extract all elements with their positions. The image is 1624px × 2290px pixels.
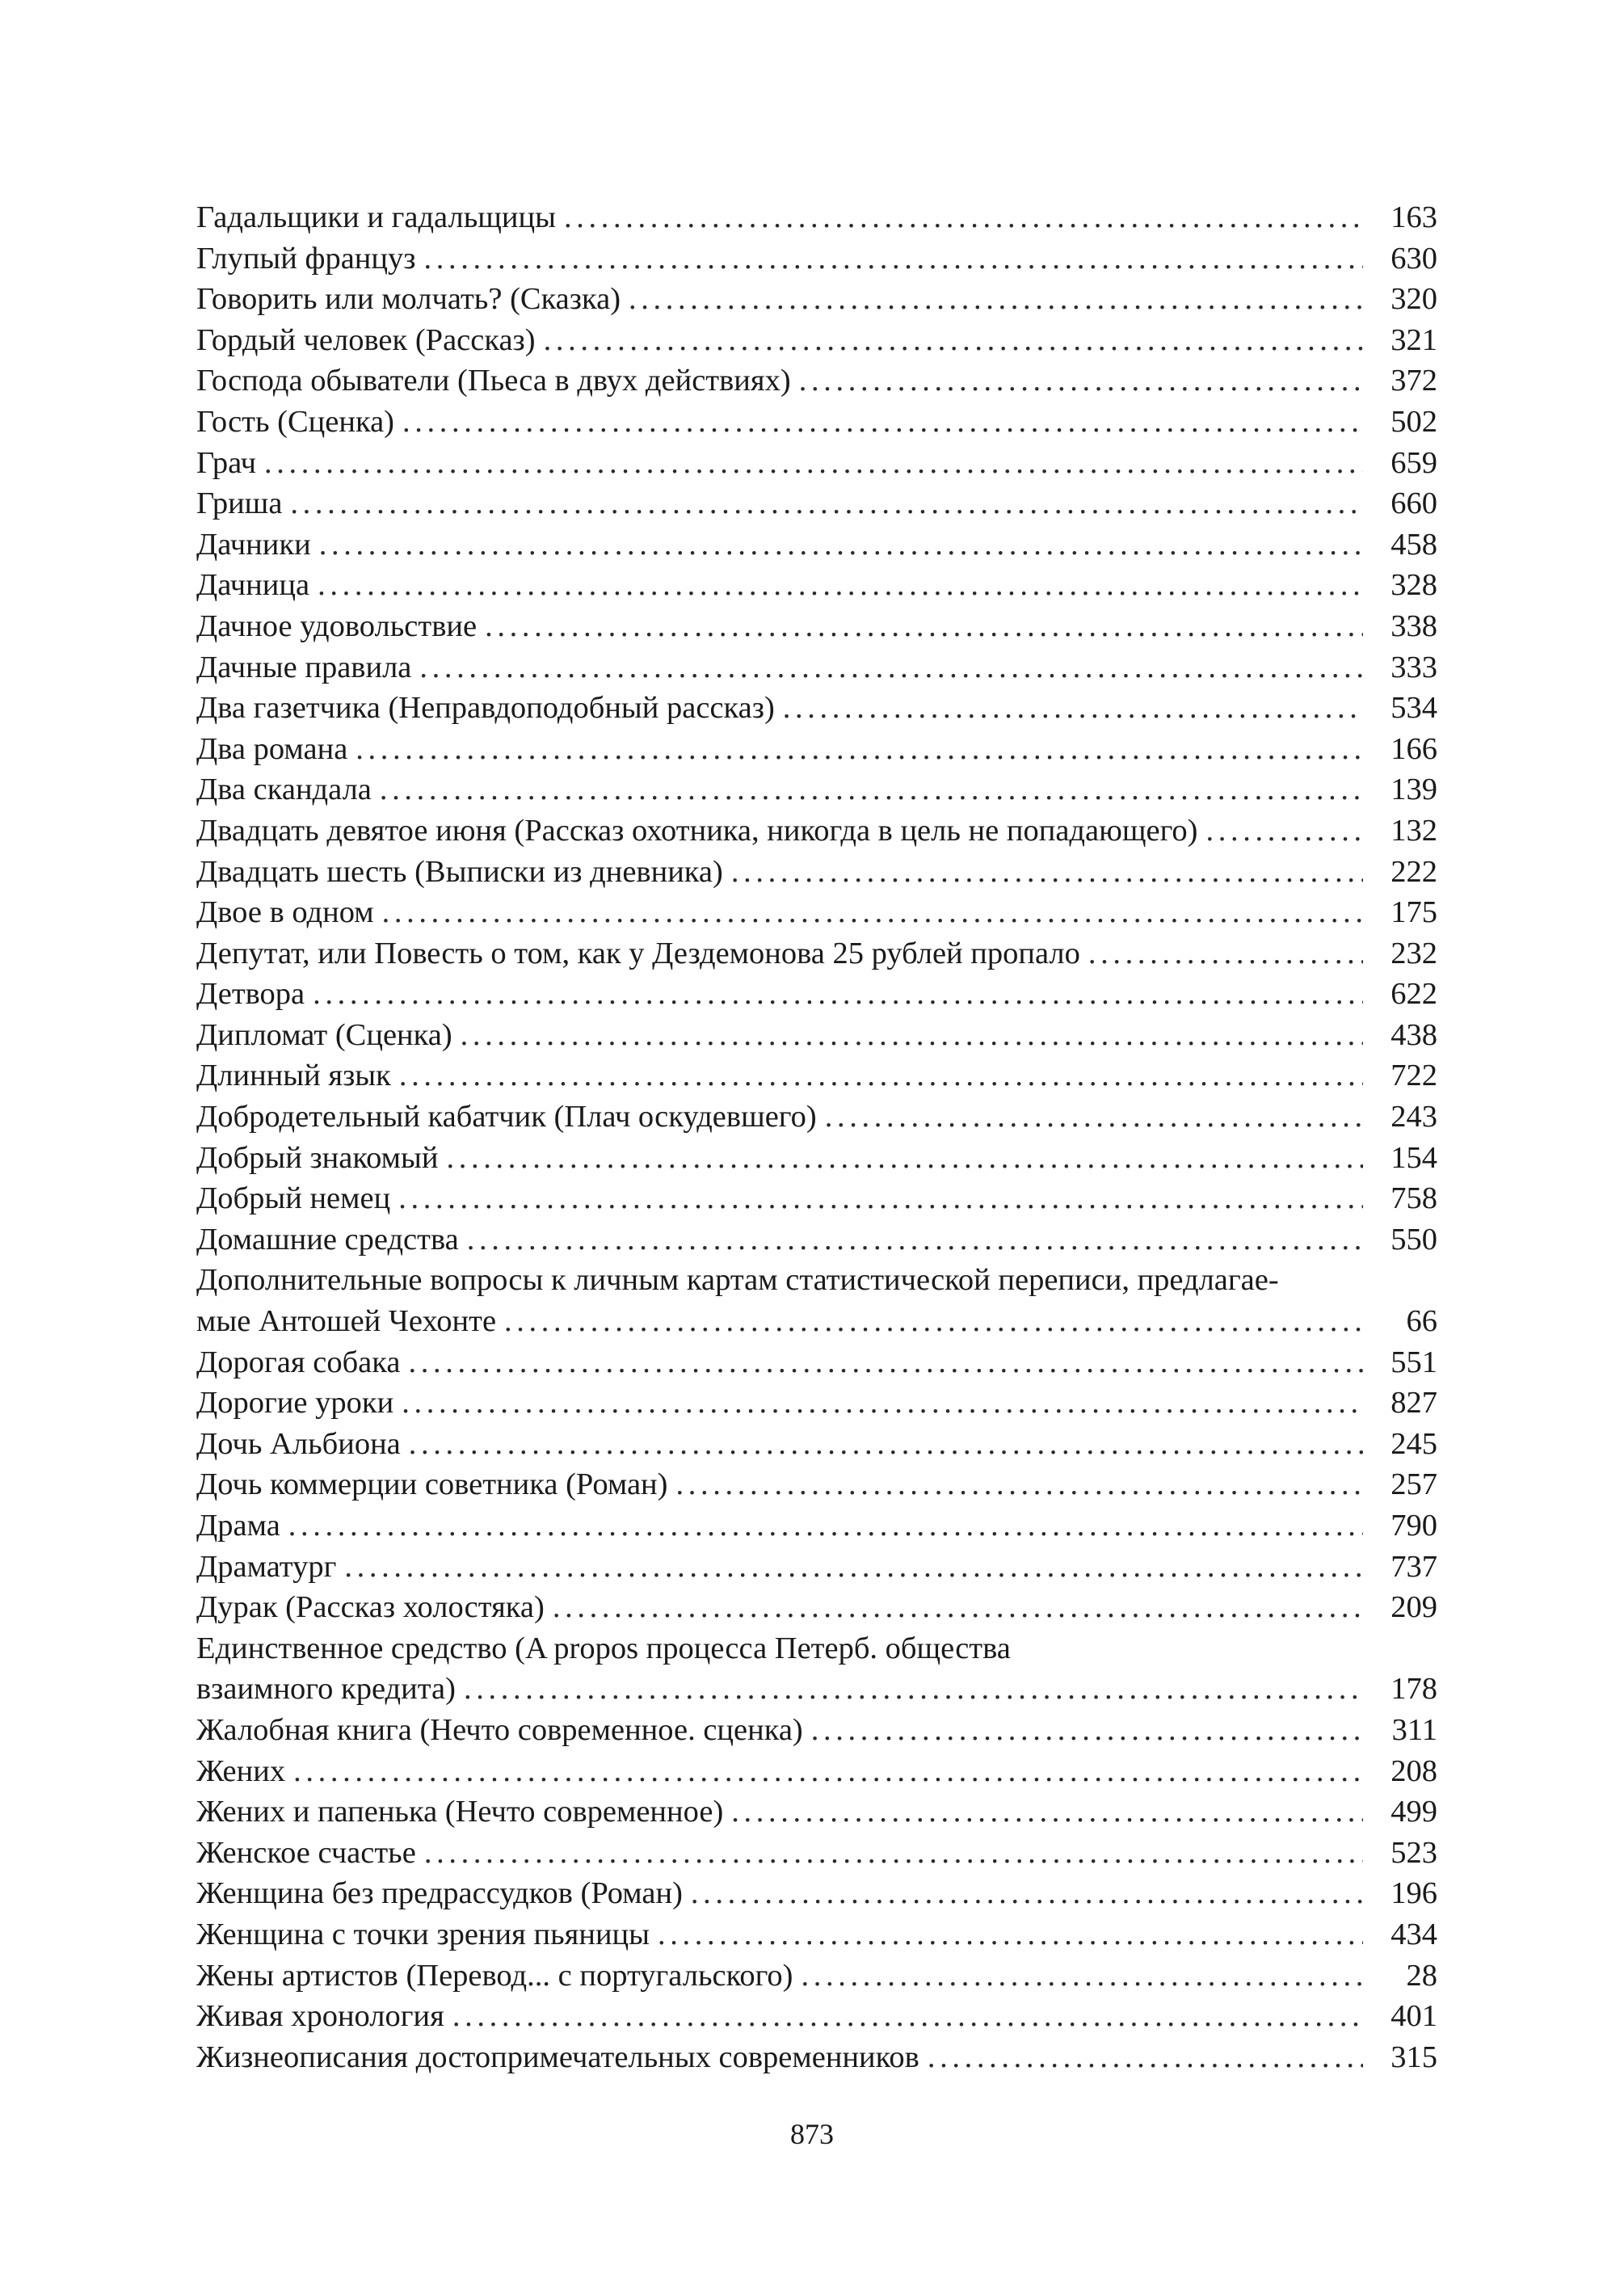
toc-entry: [196, 402, 1437, 443]
toc-entry-title: Дачница: [196, 568, 310, 603]
dot-leader: [344, 1547, 1363, 1588]
toc-entry: [196, 769, 1437, 810]
toc-entry: [196, 1955, 1437, 1997]
toc-entry-line: [196, 1424, 1437, 1465]
toc-entry: [196, 1505, 1437, 1547]
toc-entry-title: Добродетельный кабатчик (Плач оскудевшего): [196, 1100, 817, 1134]
toc-entry: [196, 1015, 1437, 1056]
dot-leader: [801, 1955, 1364, 1997]
toc-entry-title: Дачные правила: [196, 650, 412, 684]
toc-entry: [196, 1383, 1437, 1424]
toc-entry-line: [196, 933, 1437, 975]
toc-entry-line: [196, 1873, 1437, 1914]
toc-entry: [196, 320, 1437, 361]
toc-entry-page: 315: [1390, 2040, 1437, 2074]
toc-entry-line: [196, 852, 1437, 893]
toc-entry: [196, 1547, 1437, 1588]
dot-leader: [811, 1710, 1363, 1751]
dot-leader: [399, 1055, 1363, 1097]
toc-entry-line: [196, 524, 1437, 566]
dot-leader: [288, 1505, 1363, 1547]
toc-entry-title: Двое в одном: [196, 895, 374, 930]
toc-entry: [196, 1873, 1437, 1914]
toc-entry-title: Дачное удовольствие: [196, 608, 478, 643]
toc-entry-line: [196, 565, 1437, 606]
toc-entry: [196, 852, 1437, 893]
dot-leader: [380, 769, 1363, 810]
toc-entry-page: 321: [1390, 322, 1437, 357]
dot-leader: [658, 1914, 1363, 1955]
toc-entry: [196, 1055, 1437, 1097]
dot-leader: [564, 197, 1363, 238]
toc-entry-page: 401: [1390, 1999, 1437, 2034]
toc-entry-page: 551: [1390, 1345, 1437, 1379]
toc-entry-page: 175: [1390, 895, 1437, 930]
toc-entry-title: Жених и папенька (Нечто современное): [196, 1795, 724, 1829]
toc-entry: [196, 443, 1437, 484]
toc-entry-line: [196, 1464, 1437, 1505]
toc-entry-title: Гадальщики и гадальщицы: [196, 200, 556, 234]
dot-leader: [408, 1342, 1363, 1383]
toc-entry-title: Драма: [196, 1509, 280, 1543]
toc-entry-line: [196, 2037, 1437, 2078]
toc-entry-page: 328: [1390, 568, 1437, 603]
toc-entry-line: [196, 1669, 1437, 1710]
toc-entry: [196, 1464, 1437, 1505]
dot-leader: [452, 1996, 1363, 2037]
toc-entry: [196, 197, 1437, 238]
toc-entry-title: Дорогие уроки: [196, 1386, 394, 1421]
toc-entry-page: 208: [1390, 1753, 1437, 1788]
toc-entry-page: 338: [1390, 608, 1437, 643]
toc-entry-page: 28: [1406, 1958, 1437, 1993]
toc-entry-title: Говорить или молчать? (Сказка): [196, 282, 621, 317]
dot-leader: [629, 279, 1363, 320]
dot-leader: [1205, 810, 1363, 852]
toc-entry: [196, 1138, 1437, 1179]
toc-entry-title: Депутат, или Повесть о том, как у Дездемонова 25 рублей пропало: [196, 936, 1080, 970]
toc-entry-title: Женщина без предрассудков (Роман): [196, 1876, 683, 1911]
toc-entry-line: [196, 1914, 1437, 1955]
dot-leader: [485, 606, 1363, 647]
toc-entry: [196, 1628, 1437, 1710]
toc-entry: [196, 1260, 1437, 1341]
toc-entry-page: 257: [1390, 1467, 1437, 1502]
toc-entry-title-line: Единственное средство (A propos процесса Петерб. общества: [196, 1631, 1011, 1665]
toc-entry-line: [196, 892, 1437, 933]
toc-entry: [196, 2037, 1437, 2078]
dot-leader: [423, 238, 1363, 280]
dot-leader: [313, 974, 1363, 1015]
dot-leader: [409, 1424, 1363, 1465]
toc-entry-title: Дурак (Рассказ холостяка): [196, 1590, 545, 1625]
toc-entry-title: Глупый француз: [196, 241, 416, 276]
toc-entry-page: 132: [1390, 813, 1437, 848]
toc-entry-line: [196, 1547, 1437, 1588]
dot-leader: [1088, 933, 1363, 975]
dot-leader: [799, 360, 1363, 402]
toc-entry-line: [196, 1301, 1437, 1342]
dot-leader: [402, 402, 1363, 443]
toc-entry-title: Два скандала: [196, 772, 372, 807]
toc-entry-page: 320: [1390, 282, 1437, 317]
toc-entry: [196, 565, 1437, 606]
dot-leader: [731, 852, 1363, 893]
toc-entry-title: Живая хронология: [196, 1999, 444, 2034]
toc-entry: [196, 1178, 1437, 1219]
toc-entry-line: [196, 443, 1437, 484]
toc-entry-page: 178: [1390, 1672, 1437, 1707]
toc-entry-page: 758: [1390, 1181, 1437, 1216]
toc-entry-line: [196, 810, 1437, 852]
toc-entry-page: 245: [1390, 1426, 1437, 1461]
toc-entry-line: [196, 974, 1437, 1015]
toc-entry-title: Жены артистов (Перевод... с португальского): [196, 1958, 793, 1993]
dot-leader: [402, 1383, 1363, 1424]
toc-entry: [196, 1751, 1437, 1792]
toc-entry-line: [196, 1178, 1437, 1219]
toc-entry-page: 196: [1390, 1876, 1437, 1911]
toc-entry-line: [196, 1587, 1437, 1628]
dot-leader: [825, 1097, 1363, 1138]
toc-entry-page: 163: [1390, 200, 1437, 234]
toc-entry-title: Два газетчика (Неправдоподобный рассказ): [196, 691, 775, 726]
page-number: 873: [790, 2118, 834, 2150]
toc-entry-page: 154: [1390, 1140, 1437, 1175]
dot-leader: [461, 1015, 1363, 1056]
toc-entry-title: Добрый немец: [196, 1181, 391, 1216]
toc-entry-title: Дочь коммерции советника (Роман): [196, 1467, 668, 1502]
dot-leader: [382, 892, 1363, 933]
toc-entry-title: Жених: [196, 1753, 286, 1788]
dot-leader: [553, 1587, 1363, 1628]
toc-entry-line: [196, 1138, 1437, 1179]
toc-entry-page: 333: [1390, 650, 1437, 684]
toc-entry-line: [196, 1015, 1437, 1056]
dot-leader: [318, 565, 1363, 606]
toc-entry: [196, 974, 1437, 1015]
toc-entry-title: Жалобная книга (Нечто современное. сценка): [196, 1712, 803, 1747]
dot-leader: [464, 1669, 1363, 1710]
toc-entry-page: 790: [1390, 1509, 1437, 1543]
dot-leader: [424, 1833, 1363, 1874]
toc-entry-page: 502: [1390, 404, 1437, 439]
toc-entry-line: [196, 729, 1437, 770]
dot-leader: [290, 483, 1363, 524]
toc-entry-title: Два романа: [196, 731, 348, 766]
dot-leader: [293, 1751, 1363, 1792]
toc-entry: [196, 1996, 1437, 2037]
toc-entry: [196, 892, 1437, 933]
toc-entry-line: [196, 320, 1437, 361]
toc-entry-line: [196, 688, 1437, 729]
toc-entry-line: [196, 402, 1437, 443]
toc-entry: [196, 279, 1437, 320]
toc-entry-line: [196, 1505, 1437, 1547]
toc-entry-line: [196, 1996, 1437, 2037]
toc-entry-title: Дипломат (Сценка): [196, 1017, 452, 1052]
toc-entry-title: Гость (Сценка): [196, 404, 395, 439]
toc-entry-title: Жизнеописания достопримечательных современников: [196, 2040, 919, 2074]
toc-entry-page: 737: [1390, 1549, 1437, 1584]
toc-entry-title: Дочь Альбиона: [196, 1426, 401, 1461]
toc-entry: [196, 483, 1437, 524]
dot-leader: [731, 1791, 1363, 1833]
toc-entry-page: 434: [1390, 1917, 1437, 1951]
toc-entry-line: [196, 1055, 1437, 1097]
toc-entry-title: Добрый знакомый: [196, 1140, 439, 1175]
toc-entry-page: 209: [1390, 1590, 1437, 1625]
toc-entry-page: 659: [1390, 445, 1437, 480]
toc-entry-page: 499: [1390, 1795, 1437, 1829]
toc-entry: [196, 1097, 1437, 1138]
toc-entry-page: 166: [1390, 731, 1437, 766]
toc-entry-page: 372: [1390, 364, 1437, 398]
toc-entry: [196, 606, 1437, 647]
dot-leader: [783, 688, 1363, 729]
toc-entry-title: Женщина с точки зрения пьяницы: [196, 1917, 650, 1951]
toc-entry: [196, 1914, 1437, 1955]
toc-entry-title-line: Дополнительные вопросы к личным картам статистической переписи, предлагае-: [196, 1263, 1279, 1298]
toc-entry: [196, 1791, 1437, 1833]
toc-entry-page: 630: [1390, 241, 1437, 276]
toc-entry-line: [196, 769, 1437, 810]
toc-entry: [196, 1219, 1437, 1261]
toc-entry: [196, 524, 1437, 566]
toc-entry: [196, 1342, 1437, 1383]
toc-entry-line: [196, 1097, 1437, 1138]
dot-leader: [691, 1873, 1363, 1914]
toc-entry: [196, 1833, 1437, 1874]
toc-entry-page: 660: [1390, 486, 1437, 521]
table-of-contents: [196, 197, 1437, 2077]
toc-entry-title: Гриша: [196, 486, 283, 521]
toc-entry-title: Дорогая собака: [196, 1345, 401, 1379]
toc-entry-line: [196, 1833, 1437, 1874]
toc-entry: [196, 238, 1437, 280]
toc-entry-page: 722: [1390, 1059, 1437, 1093]
dot-leader: [264, 443, 1363, 484]
toc-entry-line: [196, 1342, 1437, 1383]
toc-entry-page: 232: [1390, 936, 1437, 970]
toc-entry-page: 243: [1390, 1100, 1437, 1134]
dot-leader: [544, 320, 1363, 361]
dot-leader: [504, 1301, 1363, 1342]
toc-entry-page: 311: [1391, 1712, 1437, 1747]
toc-entry: [196, 729, 1437, 770]
toc-entry: [196, 360, 1437, 402]
toc-entry-line: [196, 1383, 1437, 1424]
toc-entry-title: Домашние средства: [196, 1222, 459, 1257]
toc-entry: [196, 647, 1437, 688]
toc-entry-line: [196, 1710, 1437, 1751]
toc-entry: [196, 1424, 1437, 1465]
toc-entry-line: [196, 647, 1437, 688]
dot-leader: [928, 2037, 1363, 2078]
dot-leader: [419, 647, 1363, 688]
toc-entry: [196, 933, 1437, 975]
toc-entry-line: [196, 606, 1437, 647]
toc-entry-title: Длинный язык: [196, 1059, 391, 1093]
dot-leader: [675, 1464, 1363, 1505]
toc-entry-line: [196, 197, 1437, 238]
toc-entry-page: 458: [1390, 527, 1437, 562]
toc-entry: [196, 1710, 1437, 1751]
toc-entry-line: [196, 1955, 1437, 1997]
toc-entry-line: [196, 1219, 1437, 1261]
dot-leader: [467, 1219, 1363, 1261]
toc-entry-page: 534: [1390, 691, 1437, 726]
toc-entry-title: Двадцать шесть (Выписки из дневника): [196, 854, 723, 889]
toc-entry-title: Грач: [196, 445, 256, 480]
toc-entry-title: Драматург: [196, 1549, 337, 1584]
toc-entry: [196, 810, 1437, 852]
toc-entry-page: 139: [1390, 772, 1437, 807]
toc-entry-title: Женское счастье: [196, 1835, 416, 1870]
dot-leader: [356, 729, 1363, 770]
toc-entry-title: Гордый человек (Рассказ): [196, 322, 536, 357]
dot-leader: [398, 1178, 1363, 1219]
dot-leader: [446, 1138, 1363, 1179]
toc-entry-line: [196, 1751, 1437, 1792]
toc-entry-page: 438: [1390, 1017, 1437, 1052]
toc-entry: [196, 688, 1437, 729]
toc-entry-title: Дачники: [196, 527, 311, 562]
toc-entry-line: [196, 360, 1437, 402]
toc-entry-line: [196, 238, 1437, 280]
toc-entry: [196, 1587, 1437, 1628]
toc-entry-page: 523: [1390, 1835, 1437, 1870]
toc-entry-line: [196, 1791, 1437, 1833]
toc-entry-page: 827: [1390, 1386, 1437, 1421]
toc-entry-page: 622: [1390, 977, 1437, 1012]
toc-entry-page: 222: [1390, 854, 1437, 889]
toc-entry-title: мые Антошей Чехонте: [196, 1304, 497, 1339]
toc-entry-title: Господа обыватели (Пьеса в двух действиях): [196, 364, 791, 398]
toc-entry-title: взаимного кредита): [196, 1672, 456, 1707]
toc-entry-title: Двадцать девятое июня (Рассказ охотника, никогда в цель не попадающего): [196, 813, 1198, 848]
toc-entry-title: Детвора: [196, 977, 305, 1012]
toc-entry-line: [196, 483, 1437, 524]
toc-entry-page: 66: [1406, 1304, 1437, 1339]
toc-entry-line: [196, 279, 1437, 320]
dot-leader: [319, 524, 1363, 566]
toc-entry-page: 550: [1390, 1222, 1437, 1257]
